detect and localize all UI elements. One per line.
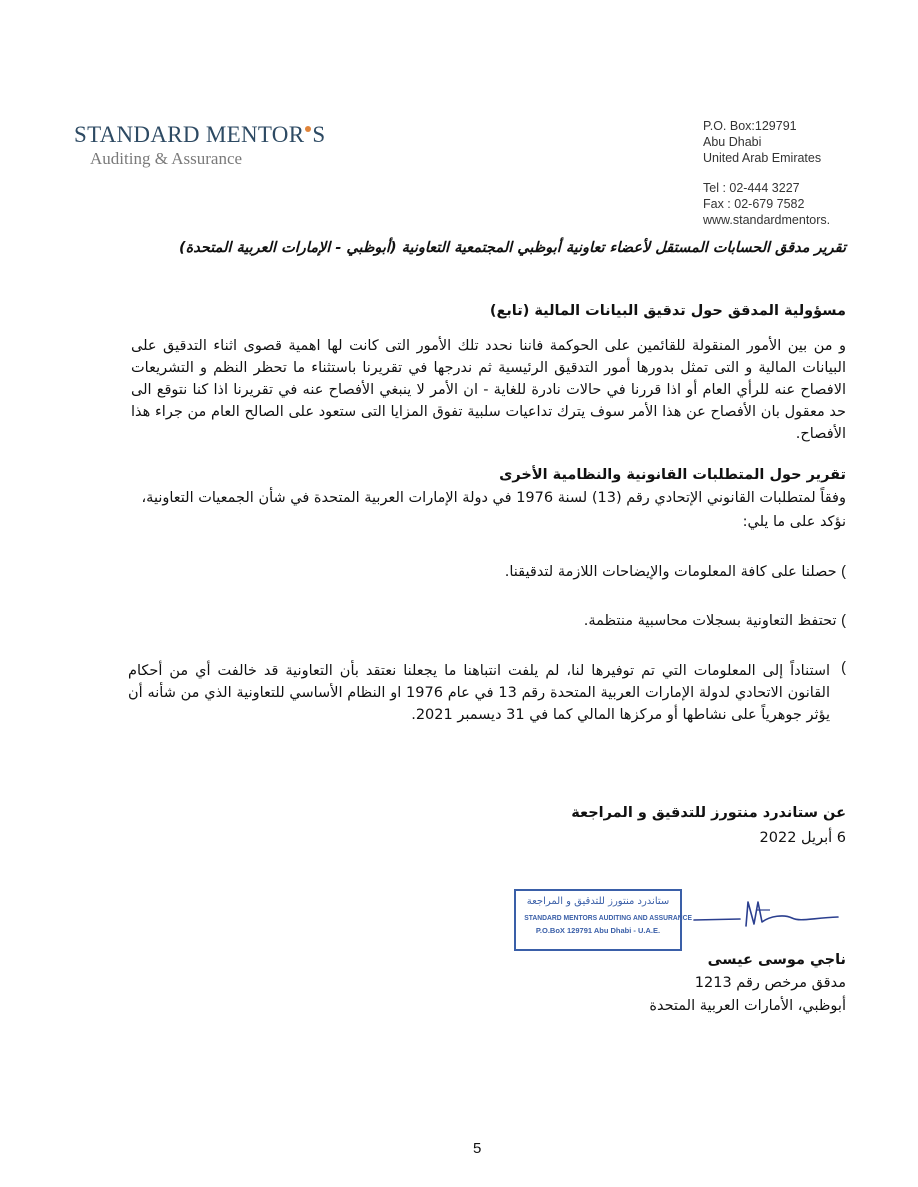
company-logo [74,122,326,169]
page-number: 5 [473,1140,482,1157]
bullet-mark: ) [841,613,846,629]
section-heading-legal-requirements: تقرير حول المتطلبات القانونية والنظامية الأخرى [499,467,846,483]
report-date: 6 أبريل 2022 [759,830,846,846]
address-line: Abu Dhabi [703,135,762,149]
contact-line: Tel : 02-444 3227 [703,181,800,195]
contact-line: Fax : 02-679 7582 [703,197,805,211]
address-line: P.O. Box:129791 [703,119,797,133]
list-item-text: تحتفظ التعاونية بسجلات محاسبية منتظمة. [583,613,837,629]
signature-icon [692,896,842,936]
signer-license: مدقق مرخص رقم 1213 [694,975,846,991]
logo-tagline: Auditing & Assurance [90,149,243,168]
section-heading-auditor-responsibility: مسؤولية المدقق حول تدقيق البيانات المالية (تابع) [489,303,846,319]
logo-wordmark: STANDARD MENTOR S [74,122,326,147]
section-intro-line: نؤكد على ما يلي: [742,514,846,530]
bullet-mark: ) [841,564,846,580]
list-item-text: استناداً إلى المعلومات التي تم توفيرها لنا، لم يلفت انتباهنا ما يجعلنا نعتقد بأن التعاونية قد خالفت أي من أحكام القانون الاتحادي لدولة الإمارات العربية المتحدة رقم 13 في عام 1976 او النظام الأساسي للتعاونية الذي من شأنه أن يؤثر جوهرياً على نشاطها أو مركزها المالي كما في 31 ديسمبر 2021. [128,663,830,723]
section-paragraph: و من بين الأمور المنقولة للقائمين على الحوكمة فاننا نحدد تلك الأمور التى كانت لها اهمية قصوى اثناء التدقيق على البيانات المالية و التى تمثل بدورها أمور التدقيق الرئيسية ثم ندرجها في تقريرنا باستثناء ما تحظر النظم و التشريعات الافصاح عنه للرأي العام أو اذا قررنا في حالات نادرة للغاية - ان الأمر لا ينبغي الأفصاح عنه في تقريرنا اذا كنا نتوقع الى حد معقول بان الأفصاح عن هذا الأمر سوف يترك تداعيات سلبية تفوق المزايا التى ستعود على الصالح العام من جراء هذا الأفصاح. [131,338,846,442]
list-item-text: حصلنا على كافة المعلومات والإيضاحات اللازمة لتدقيقنا. [504,564,837,580]
logo-dot-icon [305,126,311,132]
report-title: تقرير مدقق الحسابات المستقل لأعضاء تعاونية أبوظبي المجتمعية التعاونية (أبوظبي - الإمارات العربية المتحدة) [179,240,846,256]
contact-line: www.standardmentors. [703,213,831,227]
firm-name: عن ستاندرد منتورز للتدقيق و المراجعة [571,805,846,821]
bullet-mark: ) [841,660,846,676]
company-stamp: ستاندرد منتورز للتدقيق و المراجعة STANDARD MENTORS AUDITING AND ASSURANCE P.O.BoX 129791 Abu Dhabi - U.A.E. [514,889,682,951]
section-intro-line: وفقاً لمتطلبات القانوني الإتحادي رقم (13) لسنة 1976 في دولة الإمارات العربية المتحدة في شأن الجمعيات التعاونية، [141,490,846,506]
letterhead-address [703,118,830,228]
signer-location: أبوظبي، الأمارات العربية المتحدة [649,998,846,1014]
list-item [584,613,846,629]
list-item [505,564,846,580]
address-line: United Arab Emirates [703,151,822,165]
signer-name: ناجي موسى عيسى [707,952,846,968]
